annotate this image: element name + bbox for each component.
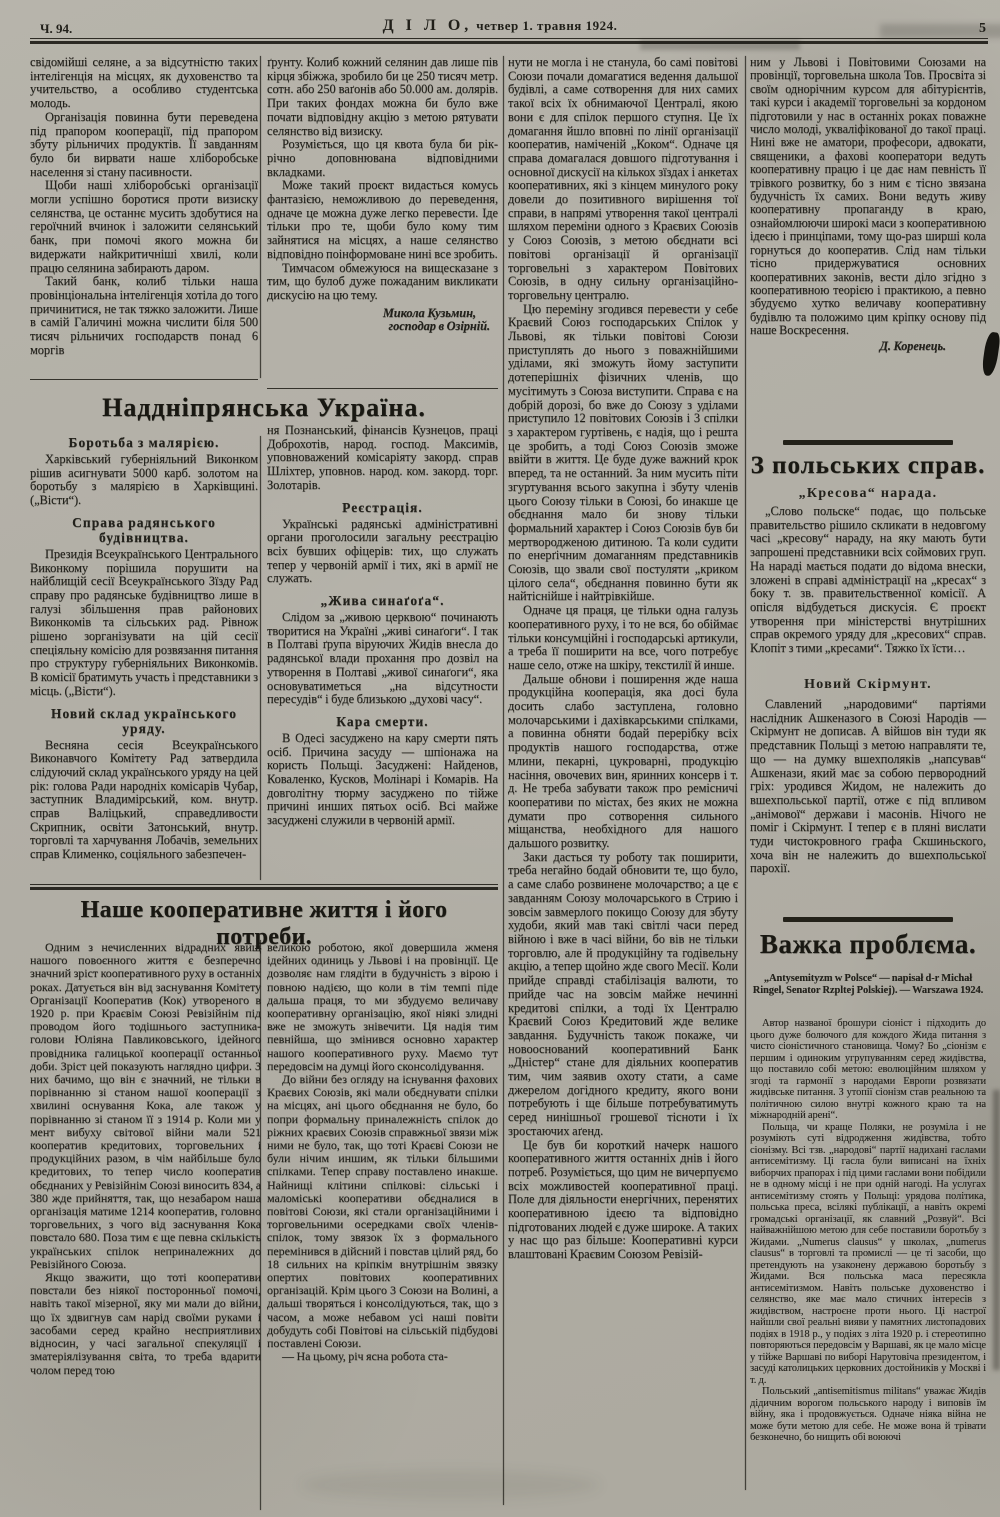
news-item-text: Президія Всеукраїнського Центрального Виконкому порішила порушити на найблищій сесії Всеукраїнського Зїзду Рад справу про радянське будівництво лише в галузі збільшення прав районових Виконкомів та сільських рад. Рівнож рішено зорганізувати на цій сесії спеціяльну комісію для розвязання питання про структуру губерніяльних Виконкомів. В комісії братимуть участь і представники з місць. („Вісти“).: [30, 546, 258, 698]
news-column: [267, 424, 498, 828]
article-column: [750, 56, 986, 353]
article-paragraph: Організація повинна бути переведена під прапором кооперації, під прапором збуту рільничих продуктів. Її завданням було би вирвати наше хліборобське населення зі стану пасивности.: [30, 109, 258, 179]
news-item-heading: „Кресова“ нарада.: [798, 486, 938, 501]
column-divider: [503, 56, 504, 1505]
author-signature-role: господар в Озірній.: [388, 319, 490, 334]
article-paragraph: великою роботою, якої довершила жменя ідейних одиниць у Львові і на провінції. Це дозволяє нам глядіти в будучність з вірою і повною надією, що коли в тім темпі піде дальша праця, то ми збудуємо величаву кооперативну організацію, якої ніякі злидні вже не зможуть знівечити. Ця надія тим певнійша, що змінився основно характер нашого кооперативного руху. Маємо тут передовсім на думці його сконсолідування.: [267, 940, 498, 1073]
author-signature: Микола Кузьмин,: [382, 305, 476, 320]
news-item-heading: Боротьба з малярією.: [68, 435, 220, 450]
news-column: [750, 486, 986, 502]
article-paragraph: — На цьому, річ ясна робота ста-: [282, 1349, 448, 1364]
article-paragraph: Може такий проєкт видасться комусь фантазією, неможливою до переведення, одначе це можна дуже легко перевести. Іде тільки про те, щоби було кому тим зайнятися на місцях, а наше селянство відповідно поінформоване нині все зробить.: [267, 178, 498, 261]
article-paragraph: Одним з нечисленних відрадних явищ нашого повоєнного життя є безперечно значний зріст кооперативного руху в останніх роках. Датується він від заснування Комітету Організації Кооператив (Кок) утвореного в 1920 р. при Краєвім Союзі Ревізійнім під проводом його тодішнього заступника-голови Юліяна Павликовського, ідейного провідника галицької кооперації останньої доби. Зріст цей показують наглядно цифри. З них бачимо, що він є значний, не тільки в порівнанню зі станом нашої кооперації з хвилині оснування Кока, але також у порівнанню зі станом її з 1914 р. Коли ми у мент вибуху світової війни мали 521 кооператив кредитових, торговельних і продукційних разом, в чім найбільше було кредитових, то тепер число кооператив обєднаних у Ревізійнім Союзі виносить 834, а 380 жде прийняття, так, що незабаром наша організація матиме 1214 кооператив, головно торговельних, з чого від заснування Кока повстало 680. Поза тим є ще певна скількість українських спілок неприналежних до Ревізійного Союза.: [30, 940, 261, 1271]
news-column: [750, 698, 986, 876]
section-title-polish: З польських справ.: [750, 452, 986, 479]
masthead: [0, 17, 1000, 35]
headline-rule: [30, 884, 498, 889]
article-paragraph: Одначе ця праця, це тільки одна галузь кооперативного руху, і то не вся, бо обіймає тільки консумційні і господарські артикули, а треба її поширити на все, чого потребує наше село, отже на шкіру, текстилії й инше.: [508, 603, 738, 672]
article-paragraph: Цю переміну згодився перевести у себе Краєвий Союз господарських Спілок у Львові, як тільки повітові Союзи приступлять до нього з поважнійшими уділами, які зможуть йому заступити дотеперішніх фізичних членів, що мусітимуть з Союза виступити. Справа є на добрій дорозі, бо вже до Союзу з уділами приступило 12 повітових Союзів і 3 спілки з характером гуртівень, є надія, що і решта це зробить, а тоді Союз Союзів зможе ввійти в життя. Це буде дуже важний крок вперед, та не останний. За ним мусить піти згуртування всього закупна і збуту членів цього Союзу тільки в Союзі, бо инакше це обєднання мало би знову тільки формальний характер і Союз Союзів був би мертвородженою дитиною. Та коли судити по енерґічним домаганням представників Союзів, що звали свої постуляти „криком цілого села“, обєднання повинно бути як найтіснійше і найтрівкійше.: [508, 301, 738, 604]
article-paragraph: Щоби наші хліборобські організації могли успішно боротися проти визиску селянства, це останнє мусить здобутися на героїчний вчинок і заложити селянський банк, при помочі якого можна би видержати найкритичніші хвилі, коли працю селянина забирають даром.: [30, 178, 258, 275]
news-column: [750, 677, 986, 693]
article-paragraph: Такий банк, колиб тільки наша провінціональна інтелігенція хотіла до того причинитися, не так тяжко заложити. Лише в самій Галичині можна числити біля 500 тисяч рільничих господарств понад 6 моргів: [30, 274, 258, 357]
news-item-text: Харківський губерніяльний Виконком рішив асигнувати 5000 карб. золотом на боротьбу з малярією в Харківщині. („Вісти“).: [30, 452, 258, 508]
article-column: [30, 56, 258, 357]
column-divider: [260, 56, 261, 378]
news-item-text: Українські радянські адміністративні органи проголосили загальну реєстрацію всіх бувших офіцерів: тих, що служать тепер у червоній армії і тих, які в армії не служать.: [267, 516, 498, 586]
divider-rule: [30, 379, 258, 380]
article-paragraph: ним у Львові і Повітовими Союзами на провінції, торговельна школа Тов. Просвіта зі своїм однорічним курсом для абітурієнтів, такі курси і академії торговельні за кордоном підготовили у нас в останніх роках поважне число молоді, укваліфікованої до такої праці. Нині вже не аматори, професори, адвокати, священики, а фахові кооператори ведуть кооперативну працю і це дає нам певність її трівкого розвитку, бо з ним є тісно звязана будучність їх самих. Вони ведуть живу кооперативну пропаганду в краю, ознайомлюючи широкі маси з кооперативною ідеєю і принціпами, тому що-раз ширші кола горнуться до кооператив. Слід нам тільки тісно придержуватися основних кооперативних законів, вести діло згідно з кооперативною теорією і практикою, а певно збудуємо хутко величаву кооперативну будівлю та положимо цим кріпку основу під наше Воскресення.: [750, 55, 986, 338]
article-paragraph: Польський „antisemitismus militans“ уважає Жидів дідичним ворогом польського народу і виповів їм війну, яка і продовжується. Одначе ніяка війна не може бути метою для себе. Не може вона й трівати безконечно, бо нищить обі воюючі: [750, 1386, 986, 1443]
section-divider-bar: [783, 440, 953, 445]
article-paragraph: ґрунту. Колиб кожний селянин дав лише пів кірця збіжжа, зробило би це 250 тисяч метр. сотн. або 250 ваґонів або 50.000 ам. долярів. При таких фондах можна би було вже почати відповідну акцію з метою рятувати селянство від визиску.: [267, 55, 498, 138]
article-paragraph: Польща, чи краще Поляки, не розуміла і не розуміють суті відродження жидівства, тобто сіонізму. Всі тзв. „народові“ партії надихані гаслами антисемітизму. Ці гасла були виписані на їхніх виборчих прапорах і під цими гаслами вони побідили не в одному місці і не при одній нагоді. На услугах антисемітизму стоять у Польщі: урядова політика, польська преса, всілякі публікації, а навіть окремі громадські організації, як славний „Розвуй“. Всі найважнійшою метою для себе поставили боротьбу з Жидами. „Numerus clausus“ у школах, „numerus clausus“ в торговлі та промислі — це ті засоби, що претендують на узаконену державою боротьбу з Жидами. Вся польська маса пересякла антисемітизмом. Навіть польське духовенство і селянство, яке має мало стичних інтересів з жидівством, настроєне проти нього. Ці настрої найшли свої реальні вияви у памятних листопадових подіях в 1918 р., у подіях з літа 1920 р. і стереотипно повторяються передовсім у Варшаві, як це мало місце у тійже Варшаві по виборі Нарутовіча президентом, і засуді католицьких церковних достойників у Москві і т. д.: [750, 1121, 986, 1386]
author-signature: Д. Коренець.: [879, 338, 946, 353]
article-column: [508, 56, 738, 1262]
article-paragraph: Розуміється, що ця квота була би рік-річно доповнювана відповідними вкладками.: [267, 137, 498, 179]
issue-number: Ч. 94.: [40, 21, 73, 36]
page-number: 5: [979, 21, 986, 36]
article-paragraph: Тимчасом обмежуюся на вищесказане з тим, що булоб дуже пожаданим викликати дискусію на цю тему.: [267, 260, 498, 302]
article-paragraph: Дальше обнови і поширення жде наша продукційна кооперація, яка досі була досить слабо заступлена, головно молочарськими і дахівкарськими спілками, а повинна обняти бодай перерібку всіх продуктів нашого господарства, отже млини, пекарні, цукроварні, продукцію насіння, овочевих вин, яринних консерв і т. д. Не треба забувати також про ремісничі кооперативи по містах, без яких не можна думати про сотворення сильного міщанства, необхідного для нашого дальшого розвитку.: [508, 671, 738, 851]
masthead-date: четвер 1. травня 1924.: [476, 18, 618, 33]
article-paragraph: нути не могла і не станула, бо самі повітові Союзи почали домагатися ведення дальшої будівлі, а саме сотворення для них самих такої всіх їх обнимаючої Централі, якою вони є для спілок першого ступня. Це їх домагання йшло вповні по лінії організації кооператив, наміченій „Коком“. Одначе ця справа домагалася довшого підготування і основної дискусії на кількох зїздах і анкетах кооперативних, які з кінцем минулого року довели до позитивного вирішення тої справи, в напрямі утворення такої централі шляхом переміни одного з Краєвих Союзів у Союз Союзів, з метою обєднати всі повітові організації й організації торговельні з характером Повітових Союзів, в одну сильну організаційно-торговельну централю.: [508, 55, 738, 302]
section-divider-bar: [783, 917, 953, 922]
news-item-heading: Новий Скірмунт.: [804, 677, 932, 692]
column-divider: [745, 56, 746, 1490]
divider-rule: [267, 388, 498, 389]
news-item-text: Слідом за „живою церквою“ починають творитися на Україні „живі синаґоги“. І так в Полтаві ґрупа віруючих Жидів внесла до радянської влади прохання про дозвіл на утворення в Полтаві „живої синаґоги“, яка основуватиметься „на відсутности пересудів“ і буде близькою „духові часу“.: [267, 610, 498, 707]
news-item-heading: Реєстрація.: [342, 499, 423, 515]
news-item-text: ня Познанський, фінансів Кузнецов, праці Доброхотів, народ. господ. Максимів, уповноважений комісаріяту закорд. справ Шліхтер, уповнов. народ. ком. закорд. торг. Золотарів.: [267, 423, 498, 492]
article-paragraph: Це був би короткий начерк нашого кооперативного життя останніх днів і його потреб. Розуміється, що цим не вичерпуємо всіх можливостей кооперативної праці. Поле для діяльности енергічних, перенятих кооперативною ідеєю та відповідно підготованих людей є дуже широке. А таких у нас що раз більше: Кооперативні курси влаштовані Краєвим Союзом Ревізій-: [508, 1137, 738, 1262]
header-rule: [30, 38, 988, 43]
news-item-text: Весняна сесія Всеукраїнського Виконавчого Комітету Рад затвердила слідуючий склад українського уряду на цей рік: голова Ради народніх комісарів Чубар, заступник Владимірський, ком. внутр. справ Валіцький, справедливости Скрипник, освіти Затонський, внутр. торговлі та харчування Лобачів, земельних справ Клименко, соціяльного забезпечен-: [30, 737, 258, 862]
article-column: [267, 56, 498, 334]
article-title-coop: Наше кооперативне життя і його потреби.: [80, 897, 448, 950]
edge-smudge: [993, 1090, 1000, 1370]
column-divider: [260, 436, 261, 880]
masthead-title: Д І Л О,: [382, 17, 473, 34]
news-column: [30, 435, 258, 862]
article-column: [30, 941, 261, 1377]
paper-stain: [300, 1470, 600, 1500]
article-title-vazhka: Важка проблєма.: [759, 929, 977, 959]
article-paragraph: Якщо зважити, що тоті кооперативи повстали без ніякої посторонньої помочі, навіть такої мізерної, яку ми мали до війни, що їх здвигнув сам нарід своїми руками і засобами серед крайно несприятливих відносин, у часі загальної спекуляції і зматеріялізування світа, то треба вдарити чолом перед тою: [30, 1270, 261, 1377]
article-paragraph: Автор названої брошури сіоніст і підходить до цього дуже болючого для кождого Жида питання з чисто сіоністичного становища. Чому? Бо „сіонізм є першим і одиноким угрупуванням серед жидівства, що поставило собі метою: еволюційним шляхом у згоді та гармонії з народами Европи розвязати жидівське питання. З утопії сіонізм став реальною та політичною силою внутрі кожного краю та на міжнародній арені“.: [750, 1018, 986, 1121]
news-item-text: „Слово польске“ подає, що польське правительство рішило скликати в недовгому часі „кресову“ нараду, на яку мають бути запрошені представники всіх соймових груп. На нараді мається подати до відома внески, зложені в справі адміністрації на „кресах“ з боку т. зв. правительственної комісії. А опісля відбудеться дискусія. Є проєкт утворення при міністерстві внутрішних справ окремого уряду для „кресових“ справ. Клопіт з тими „кресами“. Тяжко їх їсти…: [750, 504, 986, 656]
news-item-heading: „Жива синаґоґа“.: [320, 593, 445, 609]
article-citation: „Antysemityzm w Polsce“ — napisał d-r Michał Ringel, Senator Rzpltej Polskiej). — Warszawa 1924.: [752, 973, 984, 996]
news-item-text: В Одесі засуджено на кару смерти пять осіб. Причина засуду — шпіонажа на користь Польщі. Засуджені: Найденов, Коваленко, Кусков, Молінарі і Комарів. На довголітну тюрму засуджено по тійже причині инших пятьох осіб. Всі майже засуджені служили в червоній армії.: [267, 730, 498, 828]
news-item-text: Славлений „народовими“ партіями наслідник Ашкеназого в Союзі Народів — Скірмунт не дописав. А війшов він туди як представник Польщі з метою направляти те, що — на думку вшехполяків „напсував“ Ашкенази, який має за собою первородний гріх: уродився Жидом, не належить до вшехпольської партії, отже є під впливом „анімової“ держави і масонів. Нічого не поміг і Скірмунт. І тепер є в пляні вислати туди чистокровного графа Скшиньского, хоча він не належить до вшехпольської парохії.: [750, 697, 986, 876]
news-item-heading: Справа радянського будівництва.: [72, 514, 216, 545]
article-paragraph: Заки дасться ту роботу так поширити, треба негайно бодай обновити те, що було, а саме слабо розвинене молочарство; а це є завданням Союзу молочарського в Стрию і зовсім завмерлого покищо Союзу для збуту худоби, який мав такі світлі часи перед війною і вже в часі війни, бо вів не тільки торговлю, але й продукційну та годівельну акцію, а тепер щойно жде свого Месії. Коли прийде справді стабілізація валюти, то прийде час на зовсім майже нечинні кредитові спілки, а тоді їх Централю Краєвий Союз Кредитовий жде велике завдання. Будучність також покаже, чи новооснований кооперативний Банк „Дністер“ стане для діяльних кооператив тим, чим заявив охоту стати, а саме джерелом догідного кредиту, якого вони потребують і ще більше потребуватимуть серед нинішньої грошевої тісноти і їх зростаючих аґенд.: [508, 849, 738, 1138]
article-column: [750, 1018, 986, 1444]
article-paragraph: свідомійші селяне, а за відсутністю таких інтелігенція на місцях, як духовенство та учительство, а особливо студентська молодь.: [30, 55, 258, 111]
article-column: [267, 941, 498, 1364]
section-title-naddniprianska: Наддніпрянська Україна.: [102, 393, 426, 422]
news-column: [750, 505, 986, 656]
article-paragraph: До війни без огляду на існування фахових Краєвих Союзів, які мали обєднувати спілки на місцях, ані цього обєднання не було, бо попри формальну приналежність спілок до ріжних краєвих Союзів справжньої звязи між ними не було, так, що тоті Краєві Союзи не були нічим иншим, як тільки більшими спілками. Тепер справу поставлено инакше. Найнищі клітини спілкові: сільські і маломіські кооперативи обєдналися в повітові Союзи, які стали організаційними і торговельними осередками своїх членів-спілок, тому звязок їх з формального перемінився в дійсний і повстав цілий ряд, бо 18 сильних на кріпкім внутрішнім звязку опертих повітових кооперативних організацій. Крім цього 3 Союзи на Волині, а дальші творяться і консолідуються, так, що з часом, а може небавом усі наші повіти добудуть собі Повітові на сільській підбудові поставлені Союзи.: [267, 1072, 498, 1351]
news-item-heading: Кара смерти.: [336, 713, 429, 729]
news-item-heading: Новий склад українського уряду.: [50, 705, 238, 736]
